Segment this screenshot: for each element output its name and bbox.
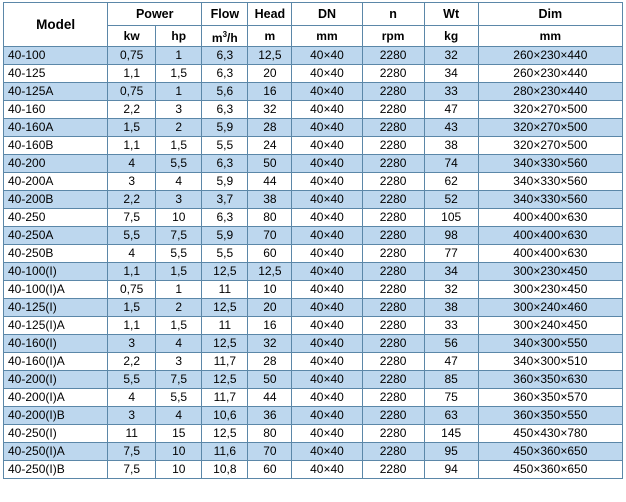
table-row	[4, 209, 623, 227]
unit-kw: kw	[108, 26, 156, 47]
cell-n: 2280	[362, 335, 424, 353]
cell-wt: 34	[424, 263, 478, 281]
cell-model: 40-200	[4, 155, 108, 173]
cell-head: 24	[248, 137, 292, 155]
cell-head: 20	[248, 299, 292, 317]
cell-flow: 5,5	[202, 137, 248, 155]
cell-flow: 12,5	[202, 335, 248, 353]
cell-model: 40-125A	[4, 83, 108, 101]
cell-kw: 4	[108, 245, 156, 263]
cell-kw: 1,5	[108, 119, 156, 137]
cell-kw: 0,75	[108, 47, 156, 65]
cell-head: 70	[248, 227, 292, 245]
cell-flow: 5,9	[202, 227, 248, 245]
cell-kw: 0,75	[108, 281, 156, 299]
cell-hp: 2	[156, 299, 202, 317]
cell-dn: 40×40	[292, 227, 362, 245]
cell-dim: 340×330×560	[478, 173, 622, 191]
cell-hp: 10	[156, 461, 202, 479]
cell-dim: 300×240×460	[478, 299, 622, 317]
cell-dim: 400×400×630	[478, 227, 622, 245]
cell-hp: 1,5	[156, 137, 202, 155]
cell-head: 50	[248, 155, 292, 173]
cell-flow: 6,3	[202, 209, 248, 227]
cell-flow: 11,7	[202, 389, 248, 407]
cell-flow: 11	[202, 317, 248, 335]
table-header-group-row	[4, 3, 623, 26]
cell-n: 2280	[362, 65, 424, 83]
cell-dim: 450×430×780	[478, 425, 622, 443]
cell-model: 40-250B	[4, 245, 108, 263]
cell-dn: 40×40	[292, 209, 362, 227]
cell-wt: 95	[424, 443, 478, 461]
cell-n: 2280	[362, 281, 424, 299]
cell-n: 2280	[362, 461, 424, 479]
cell-head: 20	[248, 65, 292, 83]
cell-dn: 40×40	[292, 137, 362, 155]
cell-wt: 145	[424, 425, 478, 443]
cell-head: 10	[248, 281, 292, 299]
cell-kw: 4	[108, 155, 156, 173]
cell-head: 44	[248, 389, 292, 407]
cell-kw: 5,5	[108, 371, 156, 389]
cell-dn: 40×40	[292, 443, 362, 461]
cell-hp: 10	[156, 209, 202, 227]
cell-dim: 340×330×560	[478, 155, 622, 173]
column-header-n: n	[362, 3, 424, 26]
table-row	[4, 407, 623, 425]
cell-wt: 32	[424, 281, 478, 299]
cell-model: 40-160A	[4, 119, 108, 137]
cell-n: 2280	[362, 317, 424, 335]
cell-hp: 2	[156, 119, 202, 137]
table-row	[4, 317, 623, 335]
cell-kw: 1,1	[108, 317, 156, 335]
cell-head: 32	[248, 101, 292, 119]
cell-model: 40-100(I)A	[4, 281, 108, 299]
cell-wt: 56	[424, 335, 478, 353]
cell-flow: 6,3	[202, 65, 248, 83]
column-header-dn: DN	[292, 3, 362, 26]
cell-kw: 3	[108, 335, 156, 353]
table-row	[4, 65, 623, 83]
cell-kw: 7,5	[108, 461, 156, 479]
cell-head: 12,5	[248, 263, 292, 281]
cell-wt: 33	[424, 317, 478, 335]
cell-head: 12,5	[248, 47, 292, 65]
cell-wt: 47	[424, 101, 478, 119]
cell-dn: 40×40	[292, 371, 362, 389]
cell-wt: 47	[424, 353, 478, 371]
column-header-model: Model	[4, 3, 108, 47]
cell-kw: 3	[108, 407, 156, 425]
cell-n: 2280	[362, 191, 424, 209]
cell-model: 40-250(I)A	[4, 443, 108, 461]
unit-dn: mm	[292, 26, 362, 47]
cell-n: 2280	[362, 389, 424, 407]
cell-model: 40-160	[4, 101, 108, 119]
cell-hp: 1,5	[156, 263, 202, 281]
cell-hp: 5,5	[156, 389, 202, 407]
cell-wt: 43	[424, 119, 478, 137]
cell-dim: 320×270×500	[478, 119, 622, 137]
cell-dim: 300×240×450	[478, 317, 622, 335]
cell-kw: 7,5	[108, 209, 156, 227]
cell-wt: 38	[424, 137, 478, 155]
cell-dn: 40×40	[292, 263, 362, 281]
cell-flow: 12,5	[202, 263, 248, 281]
cell-wt: 33	[424, 83, 478, 101]
table-row	[4, 281, 623, 299]
table-row	[4, 371, 623, 389]
cell-wt: 52	[424, 191, 478, 209]
cell-model: 40-100	[4, 47, 108, 65]
cell-wt: 105	[424, 209, 478, 227]
table-row	[4, 227, 623, 245]
cell-wt: 94	[424, 461, 478, 479]
cell-dim: 360×350×570	[478, 389, 622, 407]
cell-hp: 1,5	[156, 65, 202, 83]
table-body	[4, 47, 623, 479]
cell-n: 2280	[362, 119, 424, 137]
cell-n: 2280	[362, 263, 424, 281]
cell-dn: 40×40	[292, 299, 362, 317]
cell-flow: 6,3	[202, 101, 248, 119]
cell-wt: 74	[424, 155, 478, 173]
cell-flow: 6,3	[202, 155, 248, 173]
unit-wt: kg	[424, 26, 478, 47]
cell-kw: 0,75	[108, 83, 156, 101]
cell-dn: 40×40	[292, 119, 362, 137]
cell-model: 40-250A	[4, 227, 108, 245]
cell-hp: 5,5	[156, 245, 202, 263]
cell-dim: 340×300×550	[478, 335, 622, 353]
cell-head: 44	[248, 173, 292, 191]
cell-flow: 6,3	[202, 47, 248, 65]
cell-dim: 340×300×510	[478, 353, 622, 371]
cell-model: 40-250	[4, 209, 108, 227]
cell-dim: 260×230×440	[478, 47, 622, 65]
cell-flow: 11,6	[202, 443, 248, 461]
table-row	[4, 191, 623, 209]
cell-hp: 1	[156, 281, 202, 299]
cell-dim: 300×230×450	[478, 263, 622, 281]
cell-n: 2280	[362, 353, 424, 371]
unit-hp: hp	[156, 26, 202, 47]
cell-wt: 63	[424, 407, 478, 425]
cell-hp: 4	[156, 173, 202, 191]
cell-head: 16	[248, 317, 292, 335]
table-row	[4, 335, 623, 353]
cell-dn: 40×40	[292, 407, 362, 425]
cell-wt: 62	[424, 173, 478, 191]
cell-head: 60	[248, 461, 292, 479]
unit-flow: $m^3/h$	[202, 26, 248, 47]
table-row	[4, 443, 623, 461]
cell-dim: 450×360×650	[478, 461, 622, 479]
cell-n: 2280	[362, 443, 424, 461]
table-row	[4, 389, 623, 407]
cell-model: 40-160(I)	[4, 335, 108, 353]
cell-dn: 40×40	[292, 101, 362, 119]
cell-n: 2280	[362, 245, 424, 263]
cell-n: 2280	[362, 371, 424, 389]
cell-dim: 340×330×560	[478, 191, 622, 209]
cell-head: 28	[248, 353, 292, 371]
cell-wt: 98	[424, 227, 478, 245]
cell-wt: 32	[424, 47, 478, 65]
cell-dim: 400×400×630	[478, 209, 622, 227]
cell-n: 2280	[362, 173, 424, 191]
cell-head: 16	[248, 83, 292, 101]
cell-model: 40-200(I)	[4, 371, 108, 389]
cell-hp: 1,5	[156, 317, 202, 335]
table-row	[4, 263, 623, 281]
cell-dn: 40×40	[292, 245, 362, 263]
cell-kw: 11	[108, 425, 156, 443]
cell-dim: 320×270×500	[478, 101, 622, 119]
cell-wt: 38	[424, 299, 478, 317]
cell-model: 40-160(I)A	[4, 353, 108, 371]
cell-hp: 3	[156, 101, 202, 119]
cell-wt: 34	[424, 65, 478, 83]
cell-head: 36	[248, 407, 292, 425]
cell-model: 40-125(I)A	[4, 317, 108, 335]
table-row	[4, 101, 623, 119]
cell-model: 40-200B	[4, 191, 108, 209]
cell-head: 60	[248, 245, 292, 263]
cell-dim: 360×350×550	[478, 407, 622, 425]
cell-hp: 15	[156, 425, 202, 443]
cell-hp: 5,5	[156, 155, 202, 173]
cell-hp: 10	[156, 443, 202, 461]
cell-kw: 7,5	[108, 443, 156, 461]
cell-kw: 2,2	[108, 101, 156, 119]
cell-flow: 5,6	[202, 83, 248, 101]
cell-flow: 11	[202, 281, 248, 299]
column-header-head: Head	[248, 3, 292, 26]
cell-dim: 260×230×440	[478, 65, 622, 83]
cell-model: 40-125	[4, 65, 108, 83]
cell-hp: 1	[156, 47, 202, 65]
cell-dn: 40×40	[292, 461, 362, 479]
cell-hp: 1	[156, 83, 202, 101]
cell-hp: 7,5	[156, 227, 202, 245]
cell-hp: 4	[156, 407, 202, 425]
cell-dn: 40×40	[292, 155, 362, 173]
cell-head: 32	[248, 335, 292, 353]
unit-head: m	[248, 26, 292, 47]
cell-head: 70	[248, 443, 292, 461]
cell-model: 40-250(I)B	[4, 461, 108, 479]
cell-kw: 1,1	[108, 137, 156, 155]
pump-specification-table	[3, 2, 623, 479]
cell-n: 2280	[362, 227, 424, 245]
cell-n: 2280	[362, 407, 424, 425]
cell-kw: 2,2	[108, 353, 156, 371]
cell-dim: 280×230×440	[478, 83, 622, 101]
cell-head: 80	[248, 425, 292, 443]
cell-dim: 300×230×450	[478, 281, 622, 299]
table-row	[4, 245, 623, 263]
cell-n: 2280	[362, 83, 424, 101]
table-row	[4, 461, 623, 479]
cell-n: 2280	[362, 425, 424, 443]
cell-dn: 40×40	[292, 47, 362, 65]
cell-dim: 320×270×500	[478, 137, 622, 155]
cell-head: 28	[248, 119, 292, 137]
column-header-wt: Wt	[424, 3, 478, 26]
cell-n: 2280	[362, 47, 424, 65]
cell-n: 2280	[362, 209, 424, 227]
table-row	[4, 83, 623, 101]
cell-dim: 360×350×630	[478, 371, 622, 389]
table-row	[4, 155, 623, 173]
cell-flow: 5,9	[202, 119, 248, 137]
cell-kw: 1,1	[108, 263, 156, 281]
cell-flow: 5,9	[202, 173, 248, 191]
table-row	[4, 137, 623, 155]
cell-dn: 40×40	[292, 83, 362, 101]
column-header-dim: Dim	[478, 3, 622, 26]
table-row	[4, 299, 623, 317]
cell-hp: 4	[156, 335, 202, 353]
cell-dn: 40×40	[292, 425, 362, 443]
cell-model: 40-250(I)	[4, 425, 108, 443]
cell-model: 40-200(I)A	[4, 389, 108, 407]
cell-dn: 40×40	[292, 191, 362, 209]
cell-flow: 12,5	[202, 425, 248, 443]
table-row	[4, 425, 623, 443]
table-header	[4, 3, 623, 47]
cell-wt: 77	[424, 245, 478, 263]
cell-model: 40-200(I)B	[4, 407, 108, 425]
column-header-flow: Flow	[202, 3, 248, 26]
cell-n: 2280	[362, 101, 424, 119]
cell-dn: 40×40	[292, 65, 362, 83]
cell-hp: 3	[156, 353, 202, 371]
cell-kw: 2,2	[108, 191, 156, 209]
cell-head: 38	[248, 191, 292, 209]
cell-kw: 4	[108, 389, 156, 407]
cell-model: 40-125(I)	[4, 299, 108, 317]
table-row	[4, 119, 623, 137]
table-row	[4, 173, 623, 191]
cell-dim: 400×400×630	[478, 245, 622, 263]
cell-model: 40-160B	[4, 137, 108, 155]
cell-dn: 40×40	[292, 389, 362, 407]
unit-dim: mm	[478, 26, 622, 47]
cell-flow: 10,8	[202, 461, 248, 479]
cell-head: 50	[248, 371, 292, 389]
cell-flow: 12,5	[202, 371, 248, 389]
cell-dim: 450×360×650	[478, 443, 622, 461]
cell-head: 80	[248, 209, 292, 227]
table-row	[4, 47, 623, 65]
cell-dn: 40×40	[292, 317, 362, 335]
unit-n: rpm	[362, 26, 424, 47]
cell-kw: 1,1	[108, 65, 156, 83]
cell-dn: 40×40	[292, 281, 362, 299]
cell-flow: 10,6	[202, 407, 248, 425]
cell-flow: 12,5	[202, 299, 248, 317]
cell-wt: 75	[424, 389, 478, 407]
cell-kw: 3	[108, 173, 156, 191]
cell-n: 2280	[362, 299, 424, 317]
cell-kw: 5,5	[108, 227, 156, 245]
cell-flow: 5,5	[202, 245, 248, 263]
cell-hp: 7,5	[156, 371, 202, 389]
table-row	[4, 353, 623, 371]
column-header-power: Power	[108, 3, 202, 26]
cell-dn: 40×40	[292, 173, 362, 191]
cell-hp: 3	[156, 191, 202, 209]
cell-model: 40-100(I)	[4, 263, 108, 281]
cell-wt: 85	[424, 371, 478, 389]
cell-dn: 40×40	[292, 353, 362, 371]
cell-dn: 40×40	[292, 335, 362, 353]
cell-kw: 1,5	[108, 299, 156, 317]
cell-flow: 11,7	[202, 353, 248, 371]
cell-n: 2280	[362, 137, 424, 155]
cell-model: 40-200A	[4, 173, 108, 191]
cell-flow: 3,7	[202, 191, 248, 209]
cell-n: 2280	[362, 155, 424, 173]
